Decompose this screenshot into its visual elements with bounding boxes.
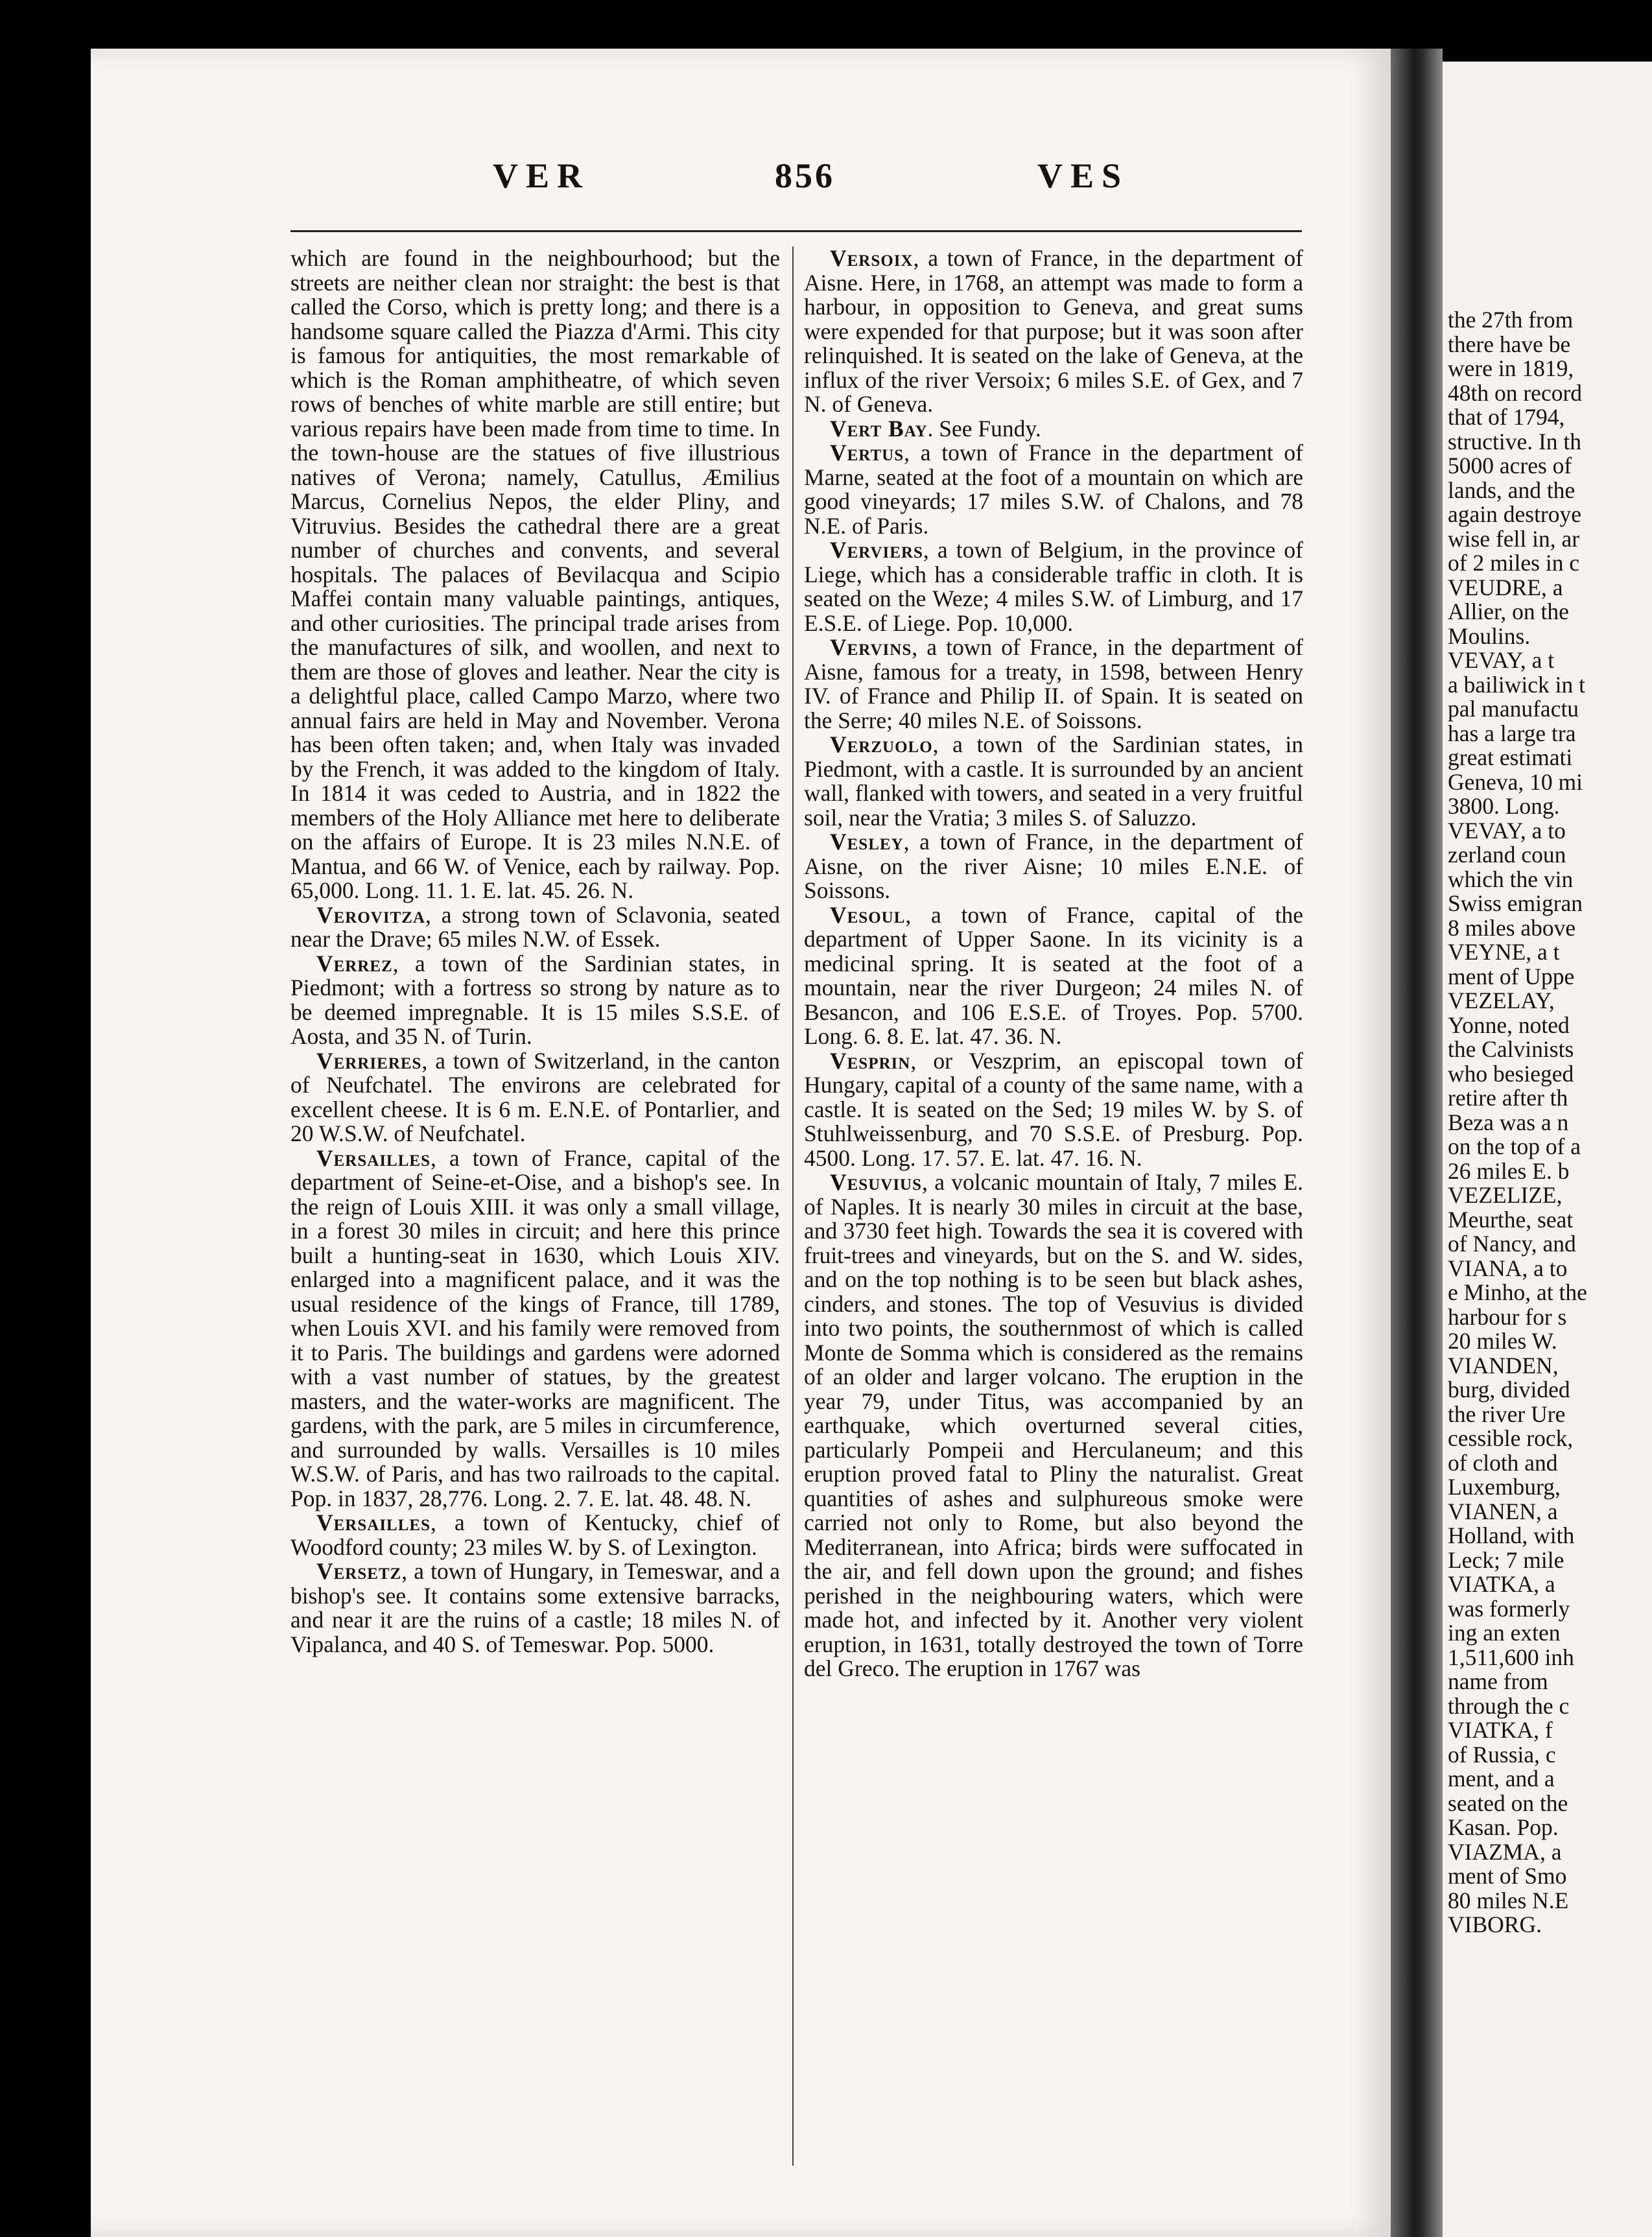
cropped-line: 3800. Long. [1448,793,1560,819]
cropped-line: ment of Smo [1448,1863,1567,1889]
cropped-line: pal manufactu [1448,696,1579,722]
cropped-line: name from [1448,1668,1548,1694]
cropped-line: 80 miles N.E [1448,1887,1569,1913]
entry-headword: Vesley [830,829,904,855]
cropped-line: Yonne, noted [1448,1012,1570,1038]
running-head-left: VER [493,156,591,195]
entry [290,903,780,952]
running-head-right: VES [1037,156,1129,195]
cropped-line: Meurthe, seat [1448,1206,1574,1233]
cropped-line: ing an exten [1448,1620,1561,1646]
cropped-line: 48th on record [1448,379,1583,406]
entry-text: , a town of France, capital of the department of Seine-et-Oise, and a bishop's see. In the reign of Louis XIII. it was only a small village, in a forest 30 miles in circuit; and here this prince built a hunting-seat in 1630, which Louis XIV. enlarged into a magnificent palace, and it was the usual residence of the kings of France, till 1789, when Louis XVI. and his family were removed from it to Paris. The buildings and gardens were adorned with a vast number of statues, by the greatest masters, and the water-works are magnificent. The gardens, with the park, are 5 miles in circumference, and surrounded by walls. Versailles is 10 miles W.S.W. of Paris, and has two railroads to the capital. Pop. in 1837, 28,776. Long. 2. 7. E. lat. 48. 48. N. [290,1144,780,1511]
entry [290,246,780,903]
cropped-line: were in 1819, [1448,355,1574,381]
cropped-line: 1,511,600 inh [1448,1644,1574,1670]
cropped-line: of 2 miles in c [1448,550,1580,576]
cropped-line: VIBORG. [1448,1912,1542,1937]
cropped-line: there have be [1448,331,1571,357]
cropped-line: great estimati [1448,744,1573,770]
book-gutter [1391,49,1443,2237]
cropped-line: of Nancy, and [1448,1231,1576,1257]
entry [804,1170,1303,1681]
cropped-line: the 27th from [1448,308,1574,333]
cropped-line: VIANEN, a [1448,1498,1558,1524]
cropped-line: harbour for s [1448,1303,1567,1330]
entry-headword: Versailles [316,1509,431,1535]
cropped-line: lands, and the [1448,477,1575,503]
entry-text: which are found in the neighbourhood; but the streets are neither clean nor straight: the best is that called the Corso, which is pretty long; and there is a handsome square called the Piazza d'Armi. This city is famous for antiquities, the most remarkable of which is the Roman amphitheatre, of which seven rows of benches of white marble are still entire; but various repairs have been made from time to time. In the town-house are the statues of five illustrious natives of Verona; namely, Catullus, Æmilius Marcus, Cornelius Nepos, the elder Pliny, and Vitruvius. Besides the cathedral there are a great number of churches and convents, and several hospitals. The palaces of Bevilacqua and Scipio Maffei contain many valuable paintings, antiques, and other curiosities. The principal trade arises from the manufactures of silk, and woollen, and next to them are those of gloves and leather. Near the city is a delightful place, called Campo Marzo, where two annual fairs are held in May and November. Verona has been often taken; and, when Italy was invaded by the French, it was added to the kingdom of Italy. In 1814 it was ceded to Austria, and in 1822 the members of the Holy Alliance met here to deliberate on the affairs of Europe. It is 23 miles N.N.E. of Mantua, and 66 W. of Venice, each by railway. Pop. 65,000. Long. 11. 1. E. lat. 45. 26. N. [290,245,780,903]
cropped-line: structive. In th [1448,428,1582,455]
entry-headword: Versoix [830,245,914,271]
entry [290,1511,780,1559]
entry-text: , a volcanic mountain of Italy, 7 miles E. of Naples. It is nearly 30 miles in circuit at the base, and 3730 feet high. Towards the sea it is covered with fruit-trees and vineyards, but on the S. and W. sides, and on the top nothing is to be seen but black ashes, cinders, and stones. The top of Vesuvius is divided into two points, the southernmost of which is called Monte de Somma which is considered as the remains of an older and larger volcano. The eruption in the year 79, under Titus, was accompanied by an earthquake, which overturned several cities, particularly Pompeii and Herculaneum; and this eruption proved fatal to Pliny the naturalist. Great quantities of ashes and sulphureous smoke were carried not only to Rome, but also beyond the Mediterranean, into Africa; birds were suffocated in the air, and fell down upon the ground; and fishes perished in the neighbouring waters, which were made hot, and infected by it. Another very violent eruption, in 1631, totally destroyed the town of Torre del Greco. The eruption in 1767 was [804,1169,1303,1681]
cropped-line: retire after th [1448,1085,1568,1111]
entry [804,538,1303,635]
cropped-line: VEZELAY, [1448,988,1555,1013]
entry-text: , a town of Hungary, in Temeswar, and a bishop's see. It contains some extensive barracks, and near it are the ruins of a castle; 18 miles N. of Vipalanca, and 40 S. of Temeswar. Pop. 5000. [290,1558,780,1657]
cropped-line: VIATKA, a [1448,1571,1555,1597]
right-page [1443,62,1652,2237]
entry-text: , a town of France, in the department of Aisne, on the river Aisne; 10 miles E.N.E. of Soissons. [804,829,1303,903]
entry [290,1146,780,1511]
entry-headword: Verrieres [316,1047,422,1074]
cropped-line: on the top of a [1448,1133,1581,1159]
cropped-line: VEVAY, a t [1448,647,1555,673]
entry [290,1559,780,1657]
entry [804,417,1303,442]
cropped-line: 20 miles W. [1448,1328,1557,1354]
entry-text: , a town of France in the department of Marne, seated at the foot of a mountain on which are good vineyards; 17 miles S.W. of Chalons, and 78 N.E. of Paris. [804,440,1303,539]
cropped-line: VIAZMA, a [1448,1838,1562,1865]
page-number: 856 [775,156,835,195]
cropped-line: the river Ure [1448,1401,1566,1427]
entry-headword: Vesoul [830,901,906,928]
entry-headword: Vertus [830,440,904,466]
entry-text: . See Fundy. [927,415,1041,442]
entry-text: , a town of the Sardinian states, in Piedmont, with a castle. It is surrounded by an ancient wall, flanked with towers, and seated in a very fruitful soil, near the Vratia; 3 miles S. of Saluzzo. [804,731,1303,831]
cropped-line: has a large tra [1448,720,1576,746]
cropped-line: VEVAY, a to [1448,817,1566,844]
cropped-line: Leck; 7 mile [1448,1546,1564,1573]
entry-headword: Vesuvius [830,1169,923,1195]
entry-headword: Vesprin [830,1047,911,1074]
cropped-line: who besieged [1448,1060,1574,1087]
entry-headword: Verviers [830,537,923,563]
column-right [804,246,1303,1681]
entry-headword: Vert Bay [830,415,928,442]
entry [804,830,1303,903]
entry-text: , a town of Switzerland, in the canton of Neufchatel. The environs are celebrated for excellent cheese. It is 6 m. E.N.E. of Pontarlier, and 20 W.S.W. of Neufchatel. [290,1047,780,1146]
cropped-line: Kasan. Pop. [1448,1814,1559,1840]
cropped-line: seated on the [1448,1790,1568,1816]
cropped-line: Swiss emigran [1448,890,1583,916]
entry [804,903,1303,1049]
entry-headword: Versailles [316,1144,431,1171]
cropped-line: VIATKA, f [1448,1717,1553,1743]
entry-text: , a town of France, in the department of Aisne, famous for a treaty, in 1598, between Henry IV. of France and Philip II. of Spain. It is seated on the Serre; 40 miles N.E. of Soissons. [804,634,1303,733]
cropped-line: 26 miles E. b [1448,1157,1570,1184]
cropped-line: VIANA, a to [1448,1255,1568,1281]
cropped-line: Luxemburg, [1448,1474,1561,1500]
cropped-line: the Calvinists [1448,1036,1574,1062]
entry-headword: Verovitza [316,901,425,928]
column-divider [792,246,794,2166]
entry-text: , a town of Belgium, in the province of Liege, which has a considerable traffic in cloth. It is seated on the Weze; 4 miles S.W. of Limburg, and 17 E.S.E. of Liege. Pop. 10,000. [804,537,1303,636]
cropped-line: of cloth and [1448,1449,1558,1476]
entry-text: , a town of Kentucky, chief of Woodford county; 23 miles W. by S. of Lexington. [290,1509,780,1560]
cropped-line: again destroye [1448,501,1582,527]
entry [290,1049,780,1146]
cropped-line: of Russia, c [1448,1741,1556,1768]
entry [804,635,1303,733]
entry-text: , a strong town of Sclavonia, seated near the Drave; 65 miles N.W. of Essek. [290,901,780,952]
entry-text: , a town of France, in the department of Aisne. Here, in 1768, an attempt was made to form a harbour, in opposition to Geneva, and great sums were expended for that purpose; but it was soon after relinquished. It is seated on the lake of Geneva, at the influx of the river Versoix; 6 miles S.E. of Gex, and 7 N. of Geneva. [804,245,1303,417]
entry [804,246,1303,417]
entry-headword: Versetz [316,1558,402,1584]
cropped-line: VEUDRE, a [1448,574,1563,600]
entry-headword: Verrez [316,950,393,976]
cropped-line: through the c [1448,1692,1570,1719]
entry [804,1049,1303,1171]
entry-headword: Verzuolo [830,731,933,757]
cropped-line: Holland, with [1448,1522,1575,1548]
cropped-line: Allier, on the [1448,598,1569,624]
entry [290,952,780,1049]
cropped-line: wise fell in, ar [1448,525,1580,552]
entry [804,733,1303,830]
entry-headword: Vervins [830,634,912,660]
cropped-line: zerland coun [1448,842,1566,868]
cropped-line: that of 1794, [1448,404,1565,430]
cropped-line: a bailiwick in t [1448,671,1585,698]
entry-text: , a town of the Sardinian states, in Piedmont; with a fortress so strong by nature as to be deemed impregnable. It is 15 miles S.S.E. of Aosta, and 35 N. of Turin. [290,950,780,1049]
cropped-line: Geneva, 10 mi [1448,768,1583,795]
entry [804,441,1303,538]
cropped-line: Moulins. [1448,622,1531,649]
entry-text: , a town of France, capital of the department of Upper Saone. In its vicinity is a medicinal spring. It is seated at the foot of a mountain, near the river Durgeon; 24 miles N. of Besancon, and 106 E.S.E. of Troyes. Pop. 5700. Long. 6. 8. E. lat. 47. 36. N. [804,901,1303,1049]
cropped-line: 8 miles above [1448,914,1576,941]
entry-text: , or Veszprim, an episcopal town of Hungary, capital of a county of the same name, with a castle. It is seated on the Sed; 19 miles W. by S. of Stuhlweissenburg, and 70 S.S.E. of Presburg. Pop. 4500. Long. 17. 57. E. lat. 47. 16. N. [804,1047,1303,1171]
column-right-page [1448,308,1652,1937]
cropped-line: Beza was a n [1448,1109,1569,1135]
cropped-line: cessible rock, [1448,1425,1574,1451]
cropped-line: 5000 acres of [1448,453,1572,479]
column-left [290,246,780,1657]
cropped-line: burg, divided [1448,1377,1570,1403]
cropped-line: which the vin [1448,866,1574,892]
cropped-line: ment, and a [1448,1766,1555,1792]
cropped-line: VIANDEN, [1448,1352,1559,1379]
cropped-line: VEZELIZE, [1448,1182,1563,1208]
cropped-line: e Minho, at the [1448,1279,1587,1305]
cropped-line: was formerly [1448,1595,1570,1622]
cropped-line: VEYNE, a t [1448,939,1560,965]
header-rule [290,230,1302,232]
cropped-line: ment of Uppe [1448,963,1575,989]
